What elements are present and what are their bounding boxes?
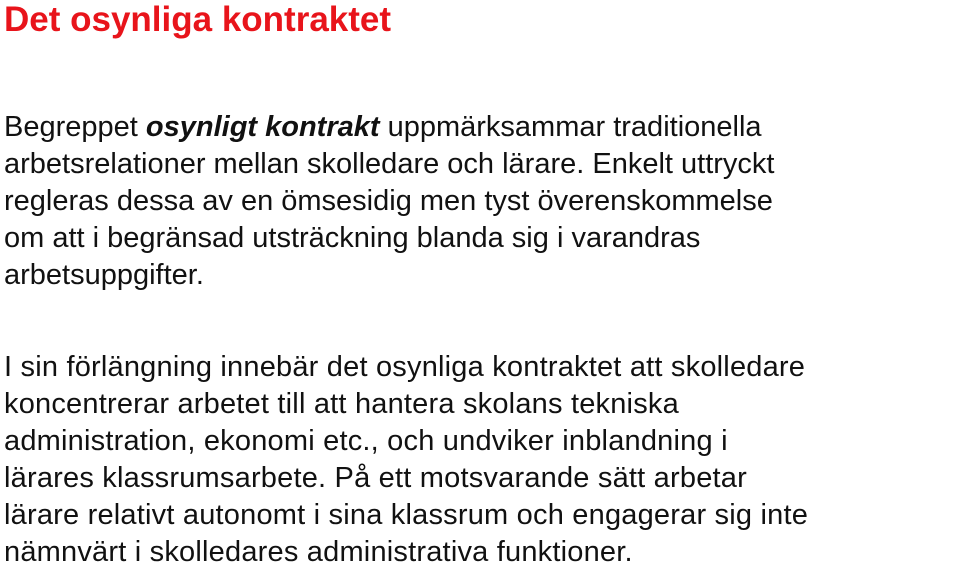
paragraph-line: nämnvärt i skolledares administrativa funktioner.	[4, 536, 633, 568]
paragraph-definition	[4, 109, 774, 294]
paragraph-line: I sin förlängning innebär det osynliga kontraktet att skolledare	[4, 351, 806, 383]
paragraph-line: koncentrerar arbetet till att hantera skolans tekniska	[4, 388, 679, 420]
paragraph-line	[4, 109, 774, 146]
paragraph-line: om att i begränsad utsträckning blanda sig i varandras	[4, 222, 701, 254]
paragraph-consequence	[4, 349, 808, 571]
paragraph-line: arbetsuppgifter.	[4, 259, 204, 291]
text-segment: uppmärksammar traditionella	[379, 111, 762, 143]
paragraph-line: lärares klassrumsarbete. På ett motsvarande sätt arbetar	[4, 462, 747, 494]
text-segment: Begreppet	[4, 111, 146, 143]
paragraph-line: lärare relativt autonomt i sina klassrum och engagerar sig inte	[4, 499, 809, 531]
slide-title: Det osynliga kontraktet	[4, 0, 392, 39]
paragraph-line: administration, ekonomi etc., och undviker inblandning i	[4, 425, 728, 457]
paragraph-line: regleras dessa av en ömsesidig men tyst överenskommelse	[4, 185, 773, 217]
emphasized-term: osynligt kontrakt	[145, 111, 380, 143]
paragraph-line: arbetsrelationer mellan skolledare och lärare. Enkelt uttryckt	[4, 148, 775, 180]
